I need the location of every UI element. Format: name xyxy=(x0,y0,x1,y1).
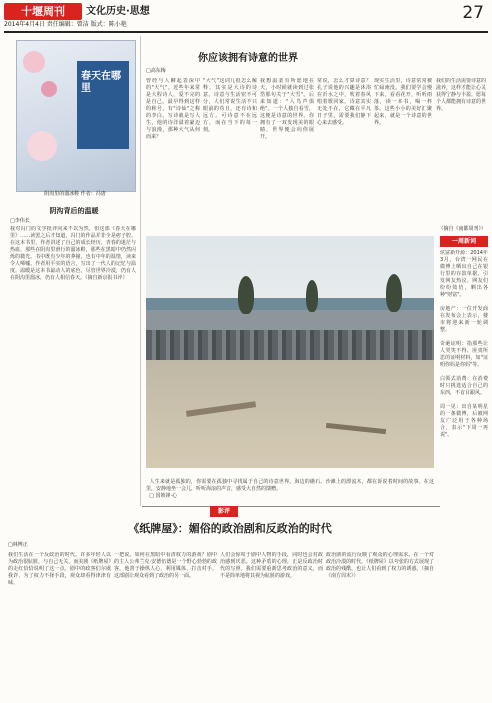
page-number: 27 xyxy=(462,3,484,23)
new-words-body: 炫富新开源：2014年3月，台湾一网民在微博上晒出自己在银行里的存款单据，引发网友热议。网友们纷纷效仿，晒出各种"财富"。 房地产：一位开发商在发布会上表示，楼市将迎来新一轮调整。 奇葩证明：指那些让人哭笑不得、匪夷所思的证明材料，如"证明你妈是你妈"等。 白领式消费：在消费时只挑选适合自己的东西，不盲目跟风。 周一见：出自某明星的一条微博，后被网友广泛用于各种场合，表示"下周一再说"。 xyxy=(440,250,488,438)
photo-caption-text: 人生来就是孤独的，你需要在孤独中寻找属于自己的诗意世界。海边的礁石、沙滩上的漂流木，都在诉说着时间的故事。在这里，安静地坐一会儿，听听海浪的声音，感受大自然的馈赠。 xyxy=(146,479,434,492)
bottom-column-2: 一把说。如何在黑暗中看清权力的游戏？剧中的主人公弗兰克·安德伍德是一个野心勃勃的政客，他善于操纵人心，利用媒体，打击对手。这部剧让观众看到了政治的另一面。 xyxy=(114,552,217,579)
column-logo: 十堰周刊 xyxy=(4,3,82,20)
photo-tree xyxy=(386,274,402,312)
flower-shape xyxy=(23,51,45,73)
photo-caption xyxy=(146,472,434,502)
flower-shape xyxy=(27,131,57,161)
center-column-4: 常说，怎么才算诗意？孔子说他的兴趣是沐浴在沂水之中，吹着春风唱着歌回家。诗意其实无处不在，它藏在平凡日子里，需要我们静下心来去感受。 xyxy=(317,78,371,126)
section-title: 文化历史·思想 xyxy=(86,6,150,17)
left-body-text: 我对冯门的文学批评向来不以为然，但这部《春天在哪里》……读罢之后才知道，冯门的作品并非全是痞子腔。在这本书里，作者讲述了自己的成长经历、青春的迷茫与热血，那些在阴沟里滑行的溜冰鞋，那些在黑暗中仍然闪烁的微光。书中既有少年的莽撞，也有中年的温情，读来令人唏嘘。作者用平实的语言，写出了一代人的记忆与温度。温暖是这本书最动人的底色，尽管世界冷漠，仍有人在阴沟里溜冰，仍有人相信春天。（摘自新京报书评） xyxy=(10,226,136,281)
book-cover-image xyxy=(16,40,136,192)
photo-tree xyxy=(238,276,254,314)
center-column-1: 曾经与人聊起表深中的"大气"。近些年来常是大程诗人，爱不完的是自己。最早得到这样的称号，有"诗仙"之称的李白。写诗就是写人生，他的诗洋溢着豪迈与浪漫，那种大气从何而来？ xyxy=(146,78,200,140)
photo-credit: □ 国锁锋·心 xyxy=(149,493,178,499)
center-credit: （摘自《南都周刊》） xyxy=(438,226,486,232)
issue-meta: 2014年4月4日 责任编辑：曾洁 版式：陈小艳 xyxy=(4,21,127,28)
column-divider xyxy=(140,36,141,506)
photo-seawall xyxy=(146,310,434,332)
left-headline: 阴沟背后的温暖 xyxy=(49,207,99,215)
new-words-badge: 一周新词 xyxy=(440,236,488,247)
flower-shape xyxy=(41,81,57,97)
book-title: 春天在哪里 xyxy=(81,71,121,94)
center-column-3: 我想温柔有所愿地在天，小时候就读到过张岱那句关于"大雪"。后来知道："人鸟声俱绝"。一个人独自看雪，这便是诗意的世界。你拥有了一双发现美的眼睛，世界便会向你展开。 xyxy=(260,78,314,140)
center-headline: 你应该拥有诗意的世界 xyxy=(198,53,298,64)
center-column-5: 现实生活里，诗意常常被忙碌淹没。我们要学会慢下来，看看花开，听听雨落，读一本书，喝一杯茶。这些小小的美好汇聚起来，就是一个诗意的世界。 xyxy=(374,78,432,126)
left-byline: □李伟长 xyxy=(10,218,30,224)
center-column-6: 我们的生活需要诗意的滋养，这样才能让心灵获得宁静与丰盈。愿每个人都能拥有诗意的世界。 xyxy=(436,78,486,112)
bottom-column-4: 政治剧的流行反映了观众的心理需求。在一个对政治冷漠的时代，《纸牌屋》以夸张的方式展现了政治的残酷，也让人们看到了权力的诱惑。（摘自《南方周末》） xyxy=(326,552,434,579)
photo-tree xyxy=(306,280,318,312)
bottom-byline: □林博正 xyxy=(8,542,28,548)
center-byline: □高东梅 xyxy=(146,68,166,74)
center-column-2: "大气"这词儿很怎么解释，其实是大诗的诗意。诗意与生活密不可分，人们常说生活不只眼前的苟且，还有诗和远方。可诗意不在远方，而在当下的每一刻。 xyxy=(203,78,257,133)
book-caption: 阴沟里的溜冰鞋 作者：冯唐 xyxy=(44,191,106,197)
bottom-headline: 《纸牌屋》：媚俗的政治剧和反政治的时代 xyxy=(128,522,332,535)
header-rule xyxy=(4,31,488,33)
bottom-column-3: 人们会惊叹于剧中人物的手段，同时也会对政治感到厌恶。这种矛盾的心理，正是反政治时代的写照。我们需要重新思考政治的意义，而不是简单地将其视为肮脏的游戏。 xyxy=(220,552,323,579)
film-review-badge: 影评 xyxy=(210,506,238,517)
photo-rocks xyxy=(146,330,434,360)
bottom-column-1: 我们生活在一个反政治的时代。许多年轻人以为政治很肮脏，与自己无关，而美剧《纸牌屋》的走红恰恰说明了这一点。剧中的政客们尔虞我诈，为了权力不择手段，观众却看得津津有味。 xyxy=(8,552,111,586)
section-divider xyxy=(142,506,440,507)
seaside-photo xyxy=(146,236,434,468)
